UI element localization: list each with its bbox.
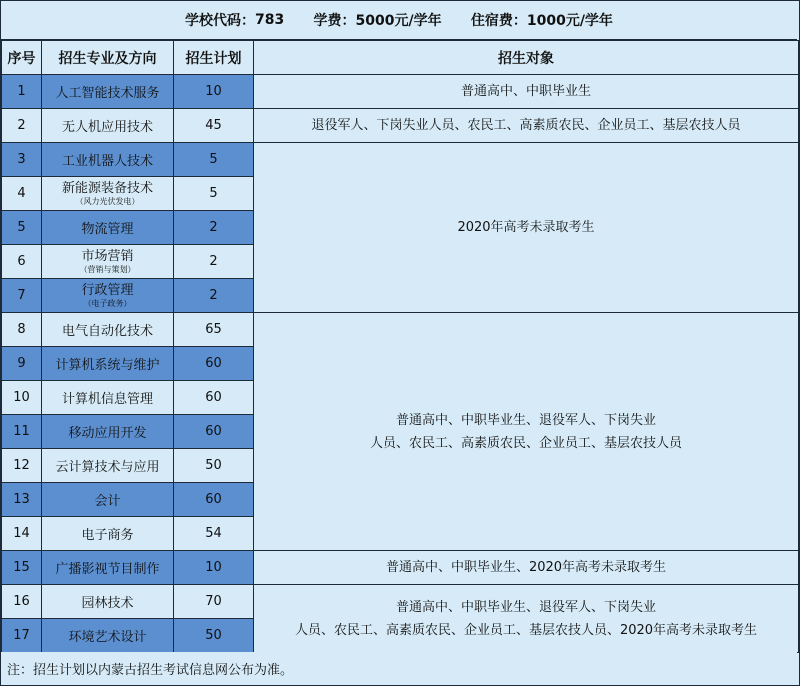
row-plan: 45 (174, 109, 254, 143)
row-major: 工业机器人技术 (42, 143, 174, 177)
row-audience (254, 585, 799, 653)
row-plan: 2 (174, 211, 254, 245)
row-major: 无人机应用技术 (42, 109, 174, 143)
row-plan: 10 (174, 551, 254, 585)
row-index: 2 (2, 109, 42, 143)
row-index: 5 (2, 211, 42, 245)
admission-table (1, 40, 799, 653)
row-index: 1 (2, 75, 42, 109)
row-plan: 70 (174, 585, 254, 619)
table-row (2, 143, 799, 177)
row-plan: 5 (174, 177, 254, 211)
row-plan: 50 (174, 619, 254, 653)
row-index: 3 (2, 143, 42, 177)
row-index: 4 (2, 177, 42, 211)
major-name: 新能源装备技术 (61, 180, 153, 196)
row-index: 16 (2, 585, 42, 619)
major-direction: （电子政务） (83, 298, 132, 308)
row-major (42, 177, 174, 211)
table-row (2, 313, 799, 347)
audience-line: 普通高中、中职毕业生、退役军人、下岗失业 (395, 599, 656, 615)
row-index: 9 (2, 347, 42, 381)
row-audience: 退役军人、下岗失业人员、农民工、高素质农民、企业员工、基层农技人员 (254, 109, 799, 143)
row-index: 8 (2, 313, 42, 347)
col-header-index: 序号 (2, 41, 42, 75)
row-major: 广播影视节目制作 (42, 551, 174, 585)
row-index: 11 (2, 415, 42, 449)
row-major: 云计算技术与应用 (42, 449, 174, 483)
major-direction: （营销与策划） (79, 264, 136, 274)
row-major: 电气自动化技术 (42, 313, 174, 347)
row-plan: 65 (174, 313, 254, 347)
col-header-audience: 招生对象 (254, 41, 799, 75)
row-audience (254, 313, 799, 551)
row-major (42, 245, 174, 279)
table-row (2, 75, 799, 109)
row-index: 10 (2, 381, 42, 415)
row-audience: 2020年高考未录取考生 (254, 143, 799, 313)
col-header-plan: 招生计划 (174, 41, 254, 75)
lodging-label: 住宿费： (470, 13, 527, 29)
major-name: 市场营销 (81, 248, 134, 264)
school-code-label: 学校代码： (185, 13, 256, 29)
row-major: 计算机系统与维护 (42, 347, 174, 381)
row-plan: 10 (174, 75, 254, 109)
lodging-value: 1000元/学年 (526, 13, 613, 29)
row-plan: 60 (174, 347, 254, 381)
school-code-value: 783 (255, 12, 285, 28)
row-audience: 普通高中、中职毕业生、2020年高考未录取考生 (254, 551, 799, 585)
row-major: 园林技术 (42, 585, 174, 619)
table-row (2, 551, 799, 585)
tuition-value: 5000元/学年 (355, 13, 442, 29)
audience-line: 普通高中、中职毕业生、退役军人、下岗失业 (395, 412, 656, 428)
row-plan: 54 (174, 517, 254, 551)
col-header-major: 招生专业及方向 (42, 41, 174, 75)
row-major: 电子商务 (42, 517, 174, 551)
row-audience: 普通高中、中职毕业生 (254, 75, 799, 109)
row-index: 7 (2, 279, 42, 313)
row-index: 15 (2, 551, 42, 585)
row-plan: 60 (174, 483, 254, 517)
row-plan: 5 (174, 143, 254, 177)
row-major: 人工智能技术服务 (42, 75, 174, 109)
row-index: 14 (2, 517, 42, 551)
table-row (2, 585, 799, 619)
row-major: 会计 (42, 483, 174, 517)
row-index: 13 (2, 483, 42, 517)
row-index: 17 (2, 619, 42, 653)
major-direction: （风力光伏发电） (75, 196, 140, 206)
school-info-header (1, 1, 797, 40)
row-plan: 50 (174, 449, 254, 483)
row-plan: 2 (174, 279, 254, 313)
row-index: 12 (2, 449, 42, 483)
table-header-row (2, 41, 799, 75)
row-plan: 60 (174, 415, 254, 449)
row-major: 环境艺术设计 (42, 619, 174, 653)
table-row (2, 109, 799, 143)
row-major: 计算机信息管理 (42, 381, 174, 415)
row-major: 移动应用开发 (42, 415, 174, 449)
row-plan: 60 (174, 381, 254, 415)
row-plan: 2 (174, 245, 254, 279)
row-major: 物流管理 (42, 211, 174, 245)
row-major (42, 279, 174, 313)
audience-line: 人员、农民工、高素质农民、企业员工、基层农技人员、2020年高考未录取考生 (294, 622, 758, 638)
major-name: 行政管理 (81, 282, 134, 298)
tuition-label: 学费： (313, 13, 356, 29)
audience-line: 人员、农民工、高素质农民、企业员工、基层农技人员 (369, 435, 682, 451)
row-index: 6 (2, 245, 42, 279)
footnote: 注：招生计划以内蒙古招生考试信息网公布为准。 (1, 652, 797, 685)
